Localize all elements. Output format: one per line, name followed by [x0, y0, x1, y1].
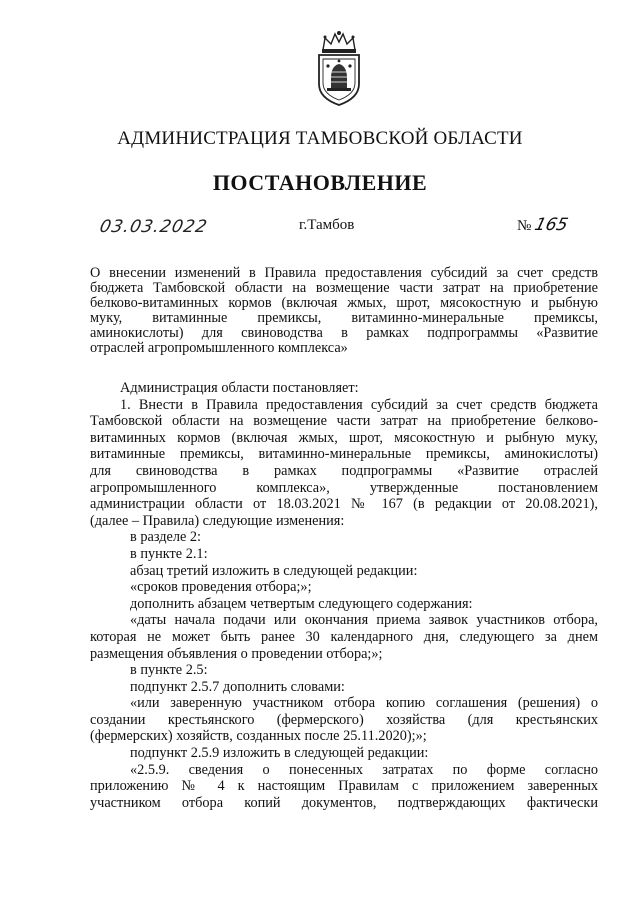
subject-line: аминокислоты) для свиноводства в рамках подпрограммы «Развитие [90, 325, 598, 341]
body-line: витаминные премиксы, витаминно-минеральные премиксы, аминокислоты) [90, 446, 598, 463]
body-line: (далее – Правила) следующие изменения: [90, 512, 345, 529]
body-line: «2.5.9. сведения о понесенных затратах по форме согласно [130, 761, 598, 778]
body-line: (фермерских) хозяйств, созданных после 25.11.2020);»; [90, 728, 427, 745]
document-city: г.Тамбов [299, 217, 355, 233]
subject-line: бюджета Тамбовской области на возмещение части затрат на приобретение [90, 280, 598, 296]
number-label: № [517, 218, 532, 234]
body-line: «даты начала подачи или окончания приема заявок участников отбора, [130, 612, 598, 629]
body-line: в разделе 2: [130, 529, 202, 546]
document-date: 03.03.2022 [97, 217, 210, 237]
subject-line: О внесении изменений в Правила предоставления субсидий за счет средств [90, 265, 598, 281]
body-line: для свиноводства в рамках подпрограммы «Развитие отраслей [90, 462, 598, 479]
document-type: ПОСТАНОВЛЕНИЕ [212, 170, 428, 195]
coat-of-arms-icon [313, 28, 365, 108]
body-line: 1. Внести в Правила предоставления субсидий за счет средств бюджета [120, 396, 598, 413]
document-body [90, 380, 598, 811]
body-line: витаминных кормов (включая жмых, шрот, мясокостную и рыбную муку, [90, 429, 598, 446]
document-subject [90, 266, 598, 356]
body-line: дополнить абзацем четвертым следующего содержания: [130, 595, 473, 612]
body-line: абзац третий изложить в следующей редакции: [130, 562, 418, 579]
body-line: подпункт 2.5.9 изложить в следующей редакции: [130, 745, 429, 762]
body-line: администрации области от 18.03.2021 № 167 (в редакции от 20.08.2021), [90, 496, 598, 513]
body-line: подпункт 2.5.7 дополнить словами: [130, 678, 345, 695]
subject-line: муку, витаминные премиксы, витаминно-минеральные премиксы, [90, 310, 598, 326]
subject-line: отраслей агропромышленного комплекса» [90, 340, 348, 356]
organization-name: АДМИНИСТРАЦИЯ ТАМБОВСКОЙ ОБЛАСТИ [117, 128, 523, 149]
body-line: которая не может быть ранее 30 календарного дня, следующего за днем [90, 628, 598, 645]
number-value: 165 [532, 215, 571, 235]
body-line: «или заверенную участником отбора копию соглашения (решения) о [130, 695, 598, 712]
subject-line: белково-витаминных кормов (включая жмых, шрот, мясокостную и рыбную [90, 295, 598, 311]
body-line: Тамбовской области на возмещение части затрат на приобретение белково- [90, 413, 598, 430]
body-line: агропромышленного комплекса», утвержденные постановлением [90, 479, 598, 496]
body-line: в пункте 2.5: [130, 662, 208, 679]
body-line: размещения объявления о проведении отбора;»; [90, 645, 383, 662]
body-line: «сроков проведения отбора;»; [130, 579, 312, 596]
body-line: Администрация области постановляет: [120, 380, 359, 396]
body-line: создании крестьянского (фермерского) хозяйства (для крестьянских [90, 711, 598, 728]
body-line: приложению № 4 к настоящим Правилам с приложением заверенных [90, 778, 598, 795]
body-line: участником отбора копий документов, подтверждающих фактически [90, 794, 598, 811]
body-line: в пункте 2.1: [130, 545, 208, 562]
document-number [517, 215, 571, 235]
